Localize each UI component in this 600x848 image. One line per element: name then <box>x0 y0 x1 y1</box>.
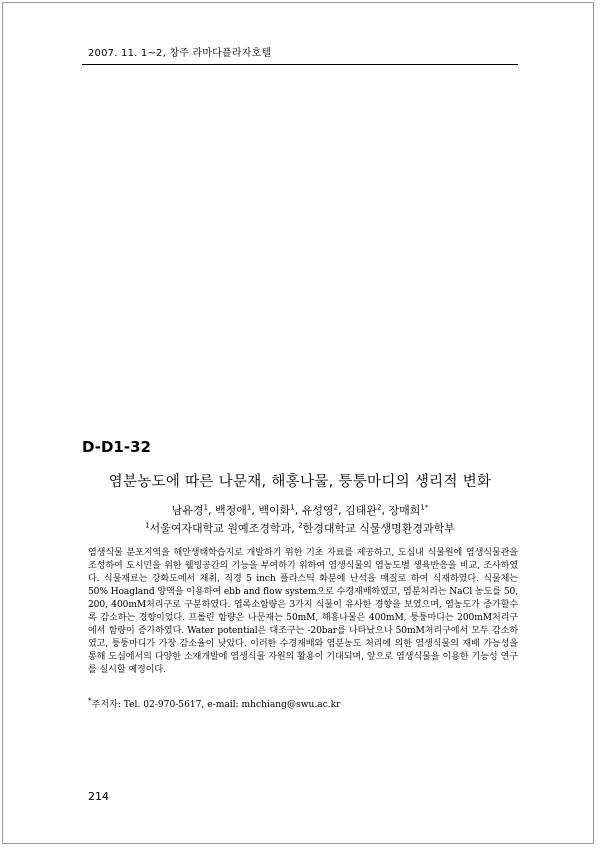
corresponding-author-note <box>88 697 341 710</box>
affiliation-name: 한경대학교 식물생명환경과학부 <box>302 522 455 535</box>
author-name: 김태완 <box>345 504 377 517</box>
corresponding-text: 주저자: Tel. 02-970-5617, e-mail: mhchiang@swu.ac.kr <box>91 700 341 710</box>
abstract <box>88 547 518 677</box>
affiliation-separator: , <box>291 522 299 535</box>
running-header: 2007. 11. 1~2, 창주 라마다플라자호텔 <box>88 48 272 59</box>
author-separator: , <box>251 504 259 517</box>
author-separator: , <box>208 504 216 517</box>
affiliation-mark: 1 <box>145 521 150 530</box>
author-mark: 1 <box>203 503 209 512</box>
author-mark: 2 <box>333 503 339 512</box>
affiliation-list <box>82 520 518 536</box>
author-name: 남유경 <box>171 504 204 517</box>
header-rule <box>82 64 518 65</box>
corresponding-mark: * <box>88 696 92 705</box>
author-mark: 1* <box>420 503 429 512</box>
author-name: 백이화 <box>258 504 291 517</box>
author-name: 장매희 <box>388 504 421 517</box>
author-list <box>82 502 518 518</box>
author-name: 유성영 <box>301 504 334 517</box>
paper-title: 염분농도에 따른 나문재, 해홍나물, 퉁퉁마디의 생리적 변화 <box>108 474 492 490</box>
paper-code: D-D1-32 <box>82 438 151 456</box>
author-mark: 2 <box>377 503 382 512</box>
author-separator: , <box>294 504 302 517</box>
affiliation-name: 서울여자대학교 원예조경학과 <box>149 522 292 535</box>
author-mark: 1 <box>246 503 252 512</box>
author-separator: , <box>338 504 346 517</box>
page-frame <box>2 2 594 844</box>
affiliation-mark: 2 <box>298 521 303 530</box>
abstract-text: 염생식물 분포지역을 해안생태학습지로 개발하기 위한 기초 자료를 제공하고, 도심내 식물원에 염생식물관을 조성하여 도시민을 위한 웰빙공간의 기능을 부여하기 위하여 염생식물의 염농도별 생육반응을 비교, 조사하였다. 식물재료는 강화도에서 채취, 직경 5 inch 플라스틱 화분에 난석을 매질로 하여 식재하였다. 식물체는 50% Hoagland 양액을 이용하여 ebb and flow system으로 수경재배하였고, 염분처리는 NaCl 농도를 50, 200, 400mM처리구로 구분하였다. 엽록소함량은 3가지 식물이 유사한 경향을 보였으며, 염농도가 증가할수록 감소하는 경향이었다. 프롤린 함량은 나문재는 50mM, 해홍나물은 400mM, 퉁퉁마디는 200mM처리구에서 함량이 증가하였다. Water potential은 대조구는 -20bar를 나타났으나 50mM처리구에서 모두 감소하였고, 퉁퉁마디가 가장 감소율이 낮았다. 이러한 수경재배와 염분농도 처리에 의한 염생식물의 재배 가능성을 통해 도심에서의 다양한 소재개발에 염생식물 자원의 활용이 기대되며, 앞으로 염생식물을 이용한 기능성 연구를 실시할 예정이다. <box>88 548 518 675</box>
page-number: 214 <box>88 790 109 803</box>
author-separator: , <box>381 504 389 517</box>
author-mark: 1 <box>290 503 295 512</box>
author-name: 백정애 <box>215 504 247 517</box>
